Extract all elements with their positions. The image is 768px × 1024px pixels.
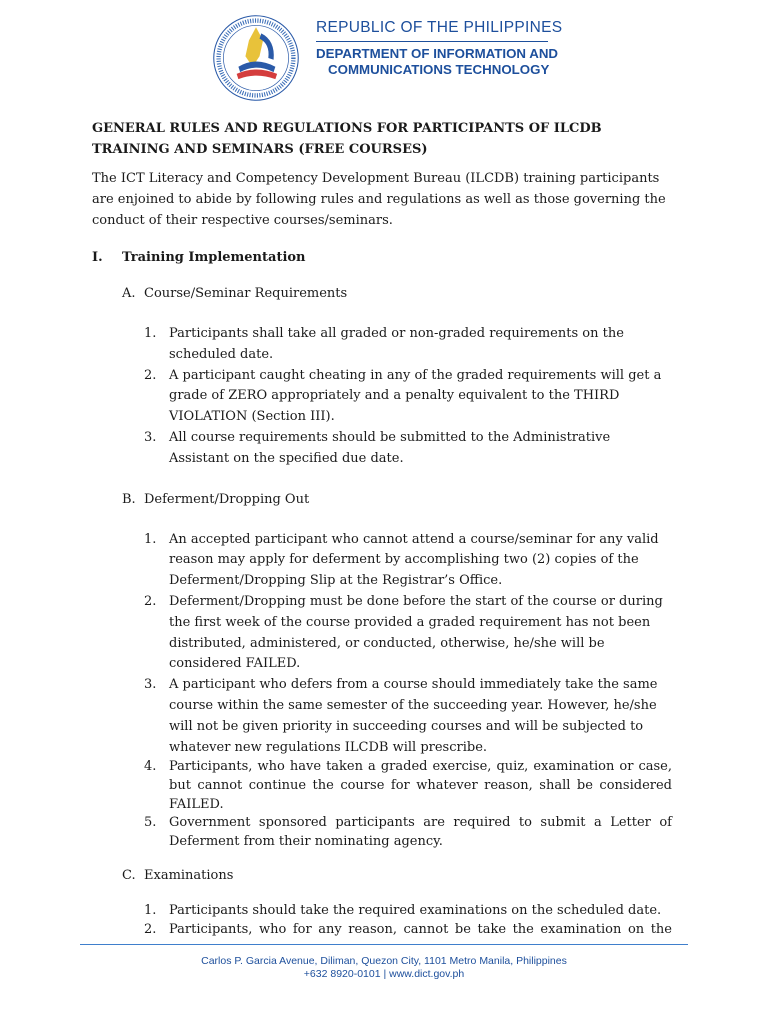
subsection-heading-b	[92, 489, 672, 510]
subsection-title: Course/Seminar Requirements	[144, 286, 348, 301]
list-item	[144, 592, 672, 675]
subsection-letter: B.	[122, 491, 136, 507]
list-item	[144, 530, 672, 592]
item-number: 4.	[144, 759, 157, 775]
document-body	[92, 118, 672, 940]
item-number: 1.	[144, 903, 157, 919]
item-text: Participants, who have taken a graded exercise, quiz, examination or case, but cannot continue the course for whatever reason, shall be considered FAILED.	[169, 759, 672, 812]
item-text: Participants, who for any reason, cannot be take the examination on the	[169, 921, 672, 937]
footer-divider	[80, 944, 688, 945]
subsection-heading-c	[92, 865, 672, 886]
item-number: 1.	[144, 326, 157, 341]
footer-address: Carlos P. Garcia Avenue, Diliman, Quezon City, 1101 Metro Manila, Philippines	[201, 955, 567, 967]
item-text: A participant caught cheating in any of the graded requirements will get a grade of ZERO appropriately and a penalty equivalent to the THIRD VIOLATION (Section III).	[169, 367, 662, 425]
dict-seal-icon	[212, 14, 300, 102]
list-item	[144, 814, 672, 851]
republic-heading: REPUBLIC OF THE PHILIPPINES	[316, 19, 563, 36]
section-heading	[92, 247, 672, 268]
item-number: 1.	[144, 531, 157, 547]
subsection-title: Examinations	[144, 868, 234, 884]
document-title: GENERAL RULES AND REGULATIONS FOR PARTICIPANTS OF ILCDB TRAINING AND SEMINARS (FREE COURSES)	[92, 121, 602, 157]
list-item	[144, 758, 672, 814]
item-text: Deferment/Dropping must be done before the start of the course or during the first week of the course provided a graded requirement has not been distributed, administered, or conducted, otherwise, he/she will be considered FAILED.	[169, 593, 663, 672]
item-number: 2.	[144, 921, 157, 937]
page-footer	[80, 955, 688, 981]
subsection-letter: A.	[122, 286, 136, 301]
item-text: Participants should take the required examinations on the scheduled date.	[169, 903, 662, 919]
header-divider	[316, 41, 548, 42]
item-number: 2.	[144, 593, 157, 609]
intro-paragraph: The ICT Literacy and Competency Development Bureau (ILCDB) training participants are enjoined to abide by following rules and regulations as well as those governing the conduct of their respective courses/seminars.	[92, 171, 666, 228]
footer-contact: +632 8920-0101 | www.dict.gov.ph	[303, 968, 465, 980]
item-number: 2.	[144, 367, 157, 383]
examinations-list	[92, 902, 672, 939]
deferment-list	[92, 530, 672, 759]
item-number: 3.	[144, 677, 157, 693]
letterhead	[0, 0, 768, 110]
deferment-list-continued	[92, 758, 672, 851]
item-text: Participants shall take all graded or non-graded requirements on the scheduled date.	[169, 326, 624, 362]
subsection-heading-a	[92, 283, 672, 304]
item-text: Government sponsored participants are required to submit a Letter of Deferment from their nominating agency.	[169, 815, 672, 849]
subsection-letter: C.	[122, 868, 136, 884]
requirements-list	[92, 324, 672, 470]
list-item	[144, 921, 672, 940]
subsection-title: Deferment/Dropping Out	[144, 491, 310, 507]
list-item	[144, 366, 672, 428]
department-name-line2: COMMUNICATIONS TECHNOLOGY	[328, 62, 550, 77]
list-item	[144, 675, 672, 758]
item-number: 5.	[144, 815, 157, 831]
list-item	[144, 428, 672, 470]
section-number: I.	[92, 250, 103, 265]
item-text: All course requirements should be submitted to the Administrative Assistant on the specified due date.	[169, 429, 611, 466]
item-number: 3.	[144, 429, 157, 445]
section-title: Training Implementation	[122, 250, 306, 265]
agency-name-block	[316, 18, 562, 78]
list-item	[144, 324, 672, 366]
department-name-line1: DEPARTMENT OF INFORMATION AND	[316, 46, 559, 61]
item-text: An accepted participant who cannot attend a course/seminar for any valid reason may apply for deferment by accomplishing two (2) copies of the Deferment/Dropping Slip at the Registrar’s Office.	[169, 531, 659, 589]
list-item	[144, 902, 672, 921]
item-text: A participant who defers from a course should immediately take the same course within the same semester of the succeeding year. However, he/she will not be given priority in succeeding courses and will be subjected to whatever new regulations ILCDB will prescribe.	[169, 677, 658, 755]
